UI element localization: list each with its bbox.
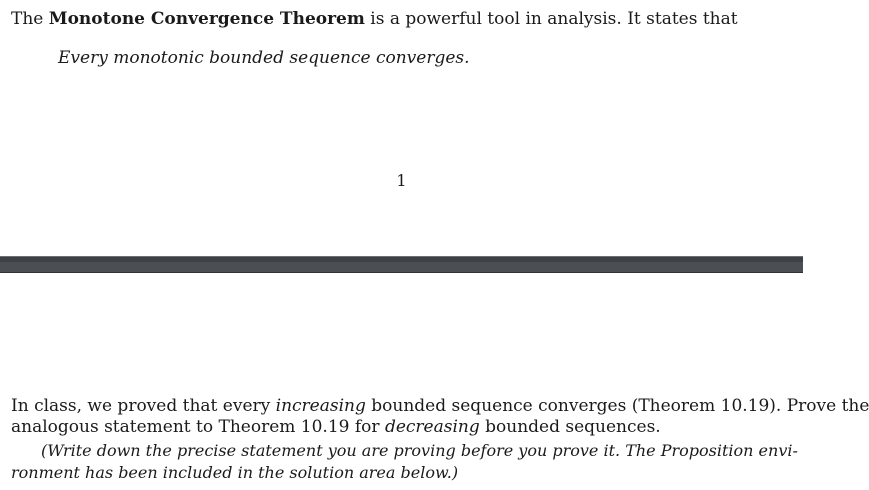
emphasis-decreasing: decreasing	[384, 417, 480, 437]
problem-text: analogous statement to Theorem 10.19 for	[11, 417, 385, 437]
intro-text-end: is a powerful tool in analysis. It states that	[364, 9, 738, 29]
instruction-note-line-2: ronment has been included in the solution area below.)	[11, 463, 459, 482]
document-page-1	[0, 0, 803, 256]
instruction-note-line-1: (Write down the precise statement you are proving before you prove it. The Proposition envi-	[41, 441, 798, 460]
page-number: 1	[396, 171, 407, 190]
problem-text: bounded sequences.	[479, 417, 661, 437]
theorem-name: Monotone Convergence Theorem	[48, 9, 365, 29]
theorem-statement: Every monotonic bounded sequence converges.	[58, 48, 470, 68]
intro-sentence	[11, 9, 738, 30]
problem-text: bounded sequence converges (Theorem 10.19). Prove the	[365, 396, 869, 416]
page-separator-shadow	[0, 257, 803, 262]
problem-line-1	[11, 396, 869, 417]
page-separator	[0, 256, 803, 273]
problem-text: In class, we proved that every	[11, 396, 276, 416]
intro-text-start: The	[11, 9, 49, 29]
problem-line-2	[11, 417, 661, 438]
document-page-2	[0, 273, 869, 490]
emphasis-increasing: increasing	[275, 396, 366, 416]
